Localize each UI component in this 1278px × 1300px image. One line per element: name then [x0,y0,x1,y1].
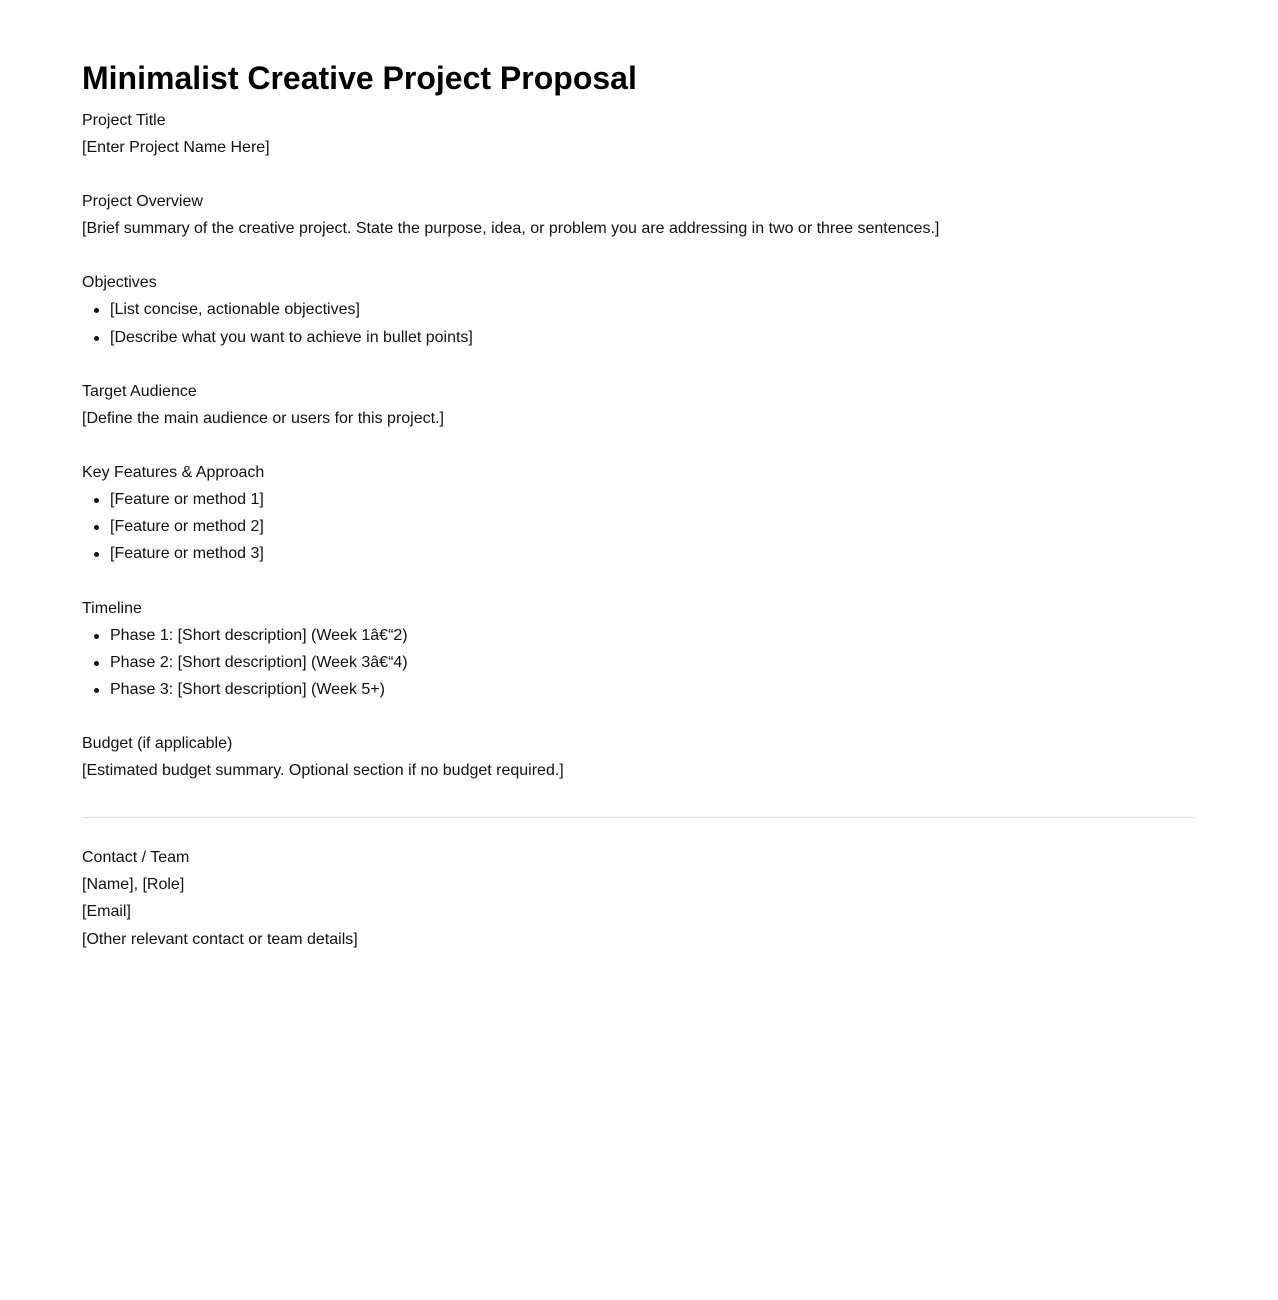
objective-item: [List concise, actionable objectives] [110,301,360,318]
section-heading-objectives: Objectives [82,274,157,291]
feature-item: [Feature or method 3] [110,545,264,562]
contact-line: [Email] [82,903,131,920]
page-title: Minimalist Creative Project Proposal [82,60,637,96]
feature-item: [Feature or method 2] [110,518,264,535]
divider [82,817,1196,818]
section-heading-contact: Contact / Team [82,849,190,866]
overview-text: [Brief summary of the creative project. State the purpose, idea, or problem you are addressing in two or three sentences.] [82,220,940,237]
section-heading-timeline: Timeline [82,600,142,617]
section-heading-audience: Target Audience [82,383,197,400]
feature-item: [Feature or method 1] [110,491,264,508]
contact-line: [Other relevant contact or team details] [82,931,358,948]
section-heading-project-title: Project Title [82,112,166,129]
budget-text: [Estimated budget summary. Optional section if no budget required.] [82,762,564,779]
project-title-text: [Enter Project Name Here] [82,139,270,156]
section-heading-budget: Budget (if applicable) [82,735,233,752]
contact-line: [Name], [Role] [82,876,185,893]
timeline-item: Phase 2: [Short description] (Week 3â€“4) [110,654,408,671]
objective-item: [Describe what you want to achieve in bullet points] [110,329,473,346]
timeline-item: Phase 1: [Short description] (Week 1â€“2) [110,627,408,644]
section-heading-features: Key Features & Approach [82,464,265,481]
audience-text: [Define the main audience or users for this project.] [82,410,444,427]
timeline-item: Phase 3: [Short description] (Week 5+) [110,681,385,698]
section-heading-overview: Project Overview [82,193,203,210]
